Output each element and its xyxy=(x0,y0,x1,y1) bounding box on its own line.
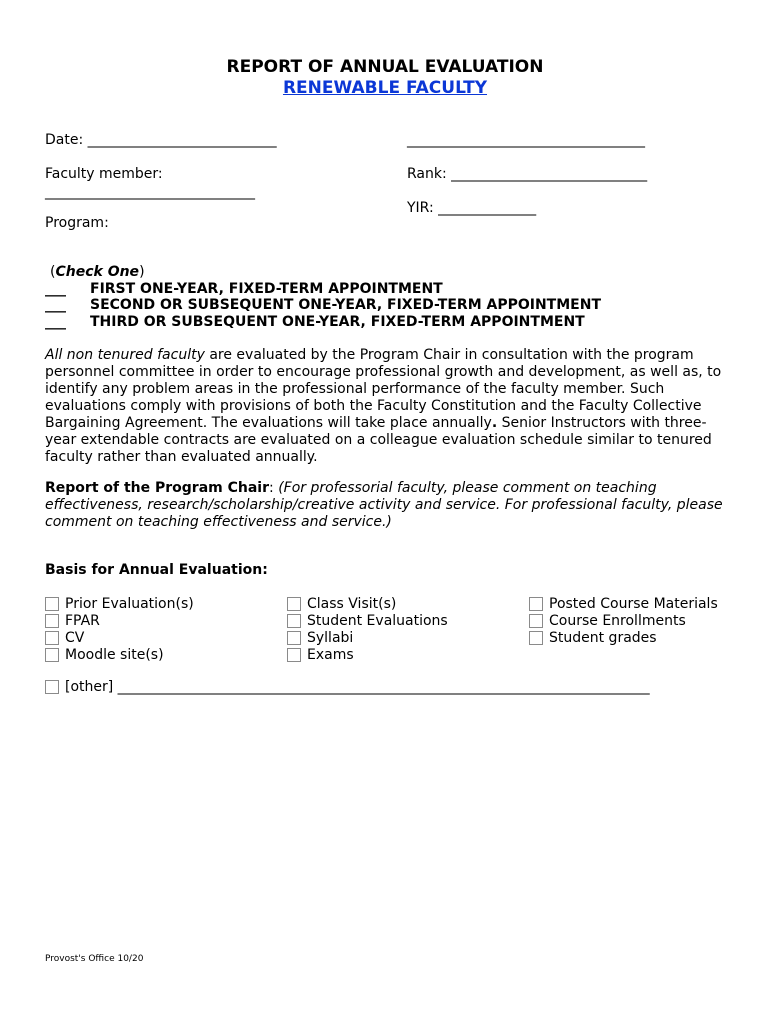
program-chair-report: Report of the Program Chair: (For professorial faculty, please comment on teaching effectiveness, research/scholarship/creative activity and service. For professional faculty, please comment on teaching effectiveness and service.) xyxy=(45,480,723,530)
basis-item-cv[interactable]: CV xyxy=(45,629,84,646)
option-first-year[interactable] xyxy=(45,281,443,297)
faculty-member-line[interactable]: ______________________________ xyxy=(45,184,255,200)
checkbox[interactable] xyxy=(529,597,543,611)
basis-item-prior-evaluations[interactable]: Prior Evaluation(s) xyxy=(45,595,194,612)
footer-text: Provost's Office 10/20 xyxy=(45,954,144,964)
option-blank: ___ xyxy=(45,314,66,330)
basis-item-exams[interactable]: Exams xyxy=(287,646,354,663)
basis-item-student-evaluations[interactable]: Student Evaluations xyxy=(287,612,448,629)
option-second-year[interactable] xyxy=(45,297,601,313)
option-third-year[interactable] xyxy=(45,314,585,330)
option-label: FIRST ONE-YEAR, FIXED-TERM APPOINTMENT xyxy=(90,281,443,297)
check-one-instruction: (Check One) xyxy=(50,264,145,280)
faculty-member-label: Faculty member: xyxy=(45,166,163,182)
checkbox[interactable] xyxy=(45,614,59,628)
program-label: Program: xyxy=(45,215,109,231)
document-subtitle: RENEWABLE FACULTY xyxy=(282,78,488,98)
basis-item-student-grades[interactable]: Student grades xyxy=(529,629,657,646)
top-right-blank-line[interactable]: __________________________________ xyxy=(407,132,645,148)
option-blank: ___ xyxy=(45,281,66,297)
checkbox[interactable] xyxy=(45,597,59,611)
basis-item-moodle-sites[interactable]: Moodle site(s) xyxy=(45,646,164,663)
basis-heading: Basis for Annual Evaluation: xyxy=(45,562,268,578)
option-label: THIRD OR SUBSEQUENT ONE-YEAR, FIXED-TERM APPOINTMENT xyxy=(90,314,585,330)
intro-paragraph: All non tenured faculty are evaluated by the Program Chair in consultation with the program personnel committee in order to encourage professional growth and development, as well as, to identify any problem areas in the professional performance of the faculty member. Such evaluations comply with provisions of both the Faculty Constitution and the Faculty Collective Bargaining Agreement. The evaluations will take place annually. Senior Instructors with three-year extendable contracts are evaluated on a colleague evaluation schedule similar to tenured faculty rather than evaluated annually. xyxy=(45,347,722,465)
checkbox[interactable] xyxy=(529,614,543,628)
checkbox[interactable] xyxy=(287,614,301,628)
option-blank: ___ xyxy=(45,297,66,313)
basis-item-class-visits[interactable]: Class Visit(s) xyxy=(287,595,396,612)
checkbox[interactable] xyxy=(287,597,301,611)
checkbox[interactable] xyxy=(45,648,59,662)
checkbox[interactable] xyxy=(287,648,301,662)
basis-item-other[interactable]: [other] ____________________________________________________________________________ xyxy=(45,678,650,695)
basis-item-fpar[interactable]: FPAR xyxy=(45,612,100,629)
basis-item-posted-course-materials[interactable]: Posted Course Materials xyxy=(529,595,718,612)
checkbox[interactable] xyxy=(287,631,301,645)
chair-report-note: (For professorial faculty, please comment on teaching effectiveness, research/scholarship/creative activity and service. For professional faculty, please comment on teaching effectiveness and service.) xyxy=(45,480,723,530)
option-label: SECOND OR SUBSEQUENT ONE-YEAR, FIXED-TERM APPOINTMENT xyxy=(90,297,601,313)
basis-item-syllabi[interactable]: Syllabi xyxy=(287,629,353,646)
date-field[interactable]: Date: ___________________________ xyxy=(45,132,277,148)
chair-report-label: Report of the Program Chair xyxy=(45,480,270,496)
checkbox[interactable] xyxy=(45,680,59,694)
checkbox[interactable] xyxy=(529,631,543,645)
yir-field[interactable]: YIR: ______________ xyxy=(407,200,537,216)
checkbox[interactable] xyxy=(45,631,59,645)
rank-field[interactable]: Rank: ____________________________ xyxy=(407,166,648,182)
document-title: REPORT OF ANNUAL EVALUATION xyxy=(226,57,544,77)
basis-item-course-enrollments[interactable]: Course Enrollments xyxy=(529,612,686,629)
